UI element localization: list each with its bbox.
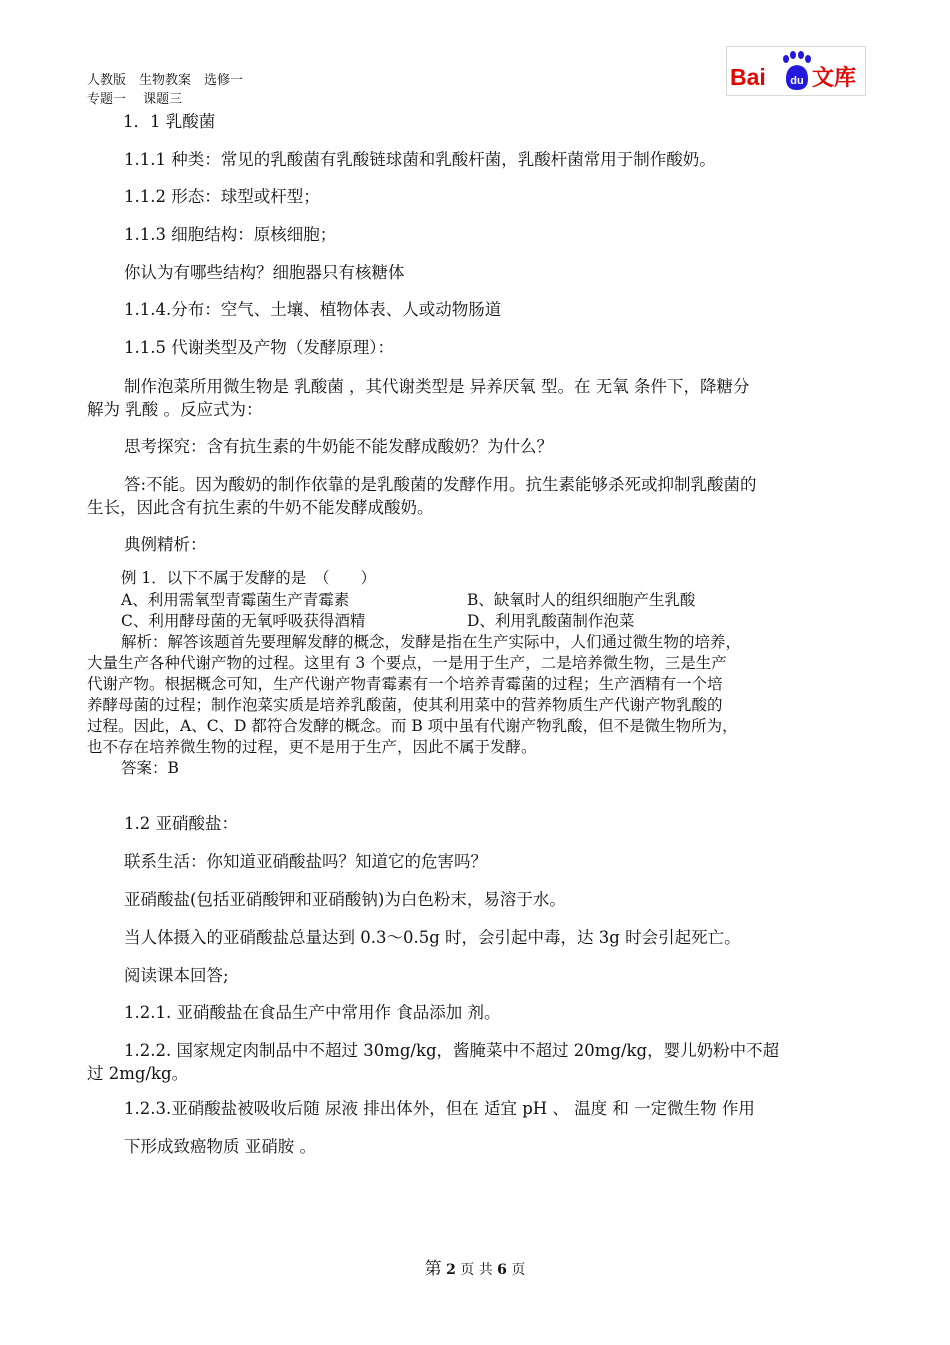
item-1-2-1: 1.2.1. 亚硝酸盐在食品生产中常用作 食品添加 剂。	[124, 1003, 501, 1022]
item-1-2-3-line1: 1.2.3.亚硝酸盐被吸收后随 尿液 排出体外，但在 适宜 pH 、 温度 和 一定微生物 作用	[124, 1099, 755, 1118]
footer-suffix: 页	[511, 1262, 526, 1278]
read-instruction: 阅读课本回答;	[124, 966, 229, 985]
answer-key: 答案：B	[121, 759, 179, 777]
option-c: C、利用酵母菌的无氧呼吸获得酒精	[121, 612, 366, 630]
section-1-1-title: 1．1 乳酸菌	[123, 112, 216, 131]
footer-mid: 页 共	[460, 1262, 493, 1278]
page-footer	[0, 1254, 950, 1279]
item-1-1-5: 1.1.5 代谢类型及产物（发酵原理）：	[124, 338, 394, 357]
item-1-2-2-line2: 过 2mg/kg。	[87, 1064, 189, 1083]
life-question: 联系生活：你知道亚硝酸盐吗？知道它的危害吗？	[124, 852, 487, 871]
header-topic: 专题一 课题三	[87, 92, 183, 107]
option-d: D、利用乳酸菌制作泡菜	[467, 612, 635, 630]
analysis-line3: 代谢产物。根据概念可知，生产代谢产物青霉素有一个培养青霉菌的过程；生产酒精有一个培	[87, 675, 723, 693]
analysis-line2: 大量生产各种代谢产物的过程。这里有 3 个要点，一是用于生产，二是培养微生物，三是生产	[87, 654, 727, 672]
svg-text:du: du	[790, 75, 804, 87]
header-subject: 人教版 生物教案 选修一	[87, 73, 244, 88]
example-1-question: 例 1．以下不属于发酵的是 （ ）	[121, 569, 377, 587]
footer-page-number: 2	[446, 1262, 456, 1278]
item-1-1-4: 1.1.4.分布：空气、土壤、植物体表、人或动物肠道	[124, 300, 502, 319]
footer-prefix: 第	[424, 1259, 442, 1279]
item-1-1-3: 1.1.3 细胞结构：原核细胞；	[124, 225, 337, 244]
nitrite-description: 亚硝酸盐(包括亚硝酸钾和亚硝酸钠)为白色粉末，易溶于水。	[124, 890, 566, 909]
section-1-2-title: 1.2 亚硝酸盐：	[124, 814, 238, 833]
answer-line2: 生长，因此含有抗生素的牛奶不能发酵成酸奶。	[87, 498, 434, 517]
option-a: A、利用需氧型青霉菌生产青霉素	[121, 591, 350, 609]
analysis-line6: 也不存在培养微生物的过程，更不是用于生产，因此不属于发酵。	[87, 738, 537, 756]
item-1-1-1: 1.1.1 种类：常见的乳酸菌有乳酸链球菌和乳酸杆菌，乳酸杆菌常用于制作酸奶。	[124, 150, 716, 169]
example-title: 典例精析：	[124, 535, 207, 554]
answer-line1: 答:不能。因为酸奶的制作依靠的是乳酸菌的发酵作用。抗生素能够杀死或抑制乳酸菌的	[124, 475, 757, 494]
svg-text:Bai: Bai	[730, 64, 766, 90]
item-1-2-3-line2: 下形成致癌物质 亚硝胺 。	[124, 1137, 316, 1156]
baidu-wenku-logo	[726, 46, 866, 96]
analysis-line1: 解析：解答该题首先要理解发酵的概念，发酵是指在生产实际中，人们通过微生物的培养，	[121, 633, 742, 651]
nitrite-intake: 当人体摄入的亚硝酸盐总量达到 0.3～0.5g 时，会引起中毒，达 3g 时会引起死亡。	[124, 928, 741, 947]
analysis-line4: 养酵母菌的过程；制作泡菜实质是培养乳酸菌，使其利用菜中的营养物质生产代谢产物乳酸的	[87, 696, 723, 714]
paragraph-fermentation-line2: 解为 乳酸 。反应式为：	[87, 400, 263, 419]
item-1-1-2: 1.1.2 形态：球型或杆型；	[124, 187, 320, 206]
option-b: B、缺氧时人的组织细胞产生乳酸	[467, 591, 696, 609]
svg-text:文库: 文库	[812, 66, 857, 91]
analysis-line5: 过程。因此，A、C、D 都符合发酵的概念。而 B 项中虽有代谢产物乳酸，但不是微生物所为，	[87, 717, 738, 735]
question-structure: 你认为有哪些结构？细胞器只有核糖体	[124, 263, 405, 282]
paragraph-fermentation-line1: 制作泡菜所用微生物是 乳酸菌 ，其代谢类型是 异养厌氧 型。在 无氧 条件下，降糖分	[124, 377, 750, 396]
item-1-2-2-line1: 1.2.2. 国家规定肉制品中不超过 30mg/kg，酱腌菜中不超过 20mg/kg，婴儿奶粉中不超	[124, 1041, 780, 1060]
footer-total-pages: 6	[497, 1262, 507, 1278]
think-question: 思考探究：含有抗生素的牛奶能不能发酵成酸奶？为什么？	[124, 437, 553, 456]
